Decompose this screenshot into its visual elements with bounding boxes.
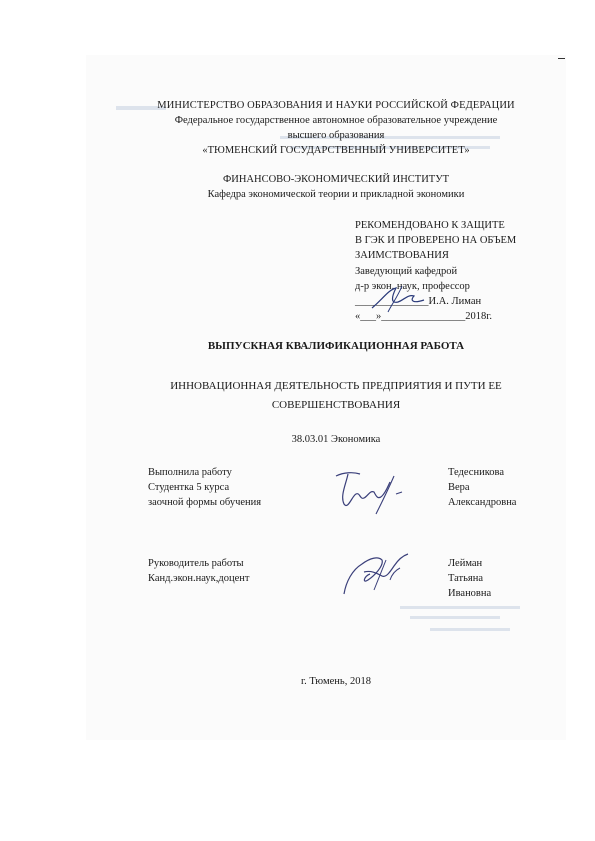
author-role-2: Студентка 5 курса xyxy=(148,482,230,493)
ministry-name: МИНИСТЕРСТВО ОБРАЗОВАНИЯ И НАУКИ РОССИЙСКОЙ ФЕДЕРАЦИИ xyxy=(157,100,515,111)
approval-head-degree: д-р экон. наук, профессор xyxy=(355,281,470,292)
approval-line-1: РЕКОМЕНДОВАНО К ЗАЩИТЕ xyxy=(355,220,505,231)
author-first-name: Вера xyxy=(448,482,470,493)
supervisor-patronymic: Ивановна xyxy=(448,588,492,599)
institute-name: ФИНАНСОВО-ЭКОНОМИЧЕСКИЙ ИНСТИТУТ xyxy=(222,174,450,185)
supervisor-signature xyxy=(334,546,414,602)
work-type: ВЫПУСКНАЯ КВАЛИФИКАЦИОННАЯ РАБОТА xyxy=(207,340,465,352)
supervisor-role-2: Канд.экон.наук,доцент xyxy=(148,573,250,584)
head-signature xyxy=(368,282,428,316)
approval-head-title: Заведующий кафедрой xyxy=(355,266,458,277)
city-year: г. Тюмень, 2018 xyxy=(301,676,371,687)
specialty: 38.03.01 Экономика xyxy=(291,434,381,445)
author-surname: Тедесникова xyxy=(448,467,504,478)
author-role-3: заочной формы обучения xyxy=(148,497,262,508)
approval-line-3: ЗАИМСТВОВАНИЯ xyxy=(355,250,449,261)
approval-date-line: «___»________________2018г. xyxy=(355,311,492,322)
supervisor-role-1: Руководитель работы xyxy=(148,558,244,569)
author-patronymic: Александровна xyxy=(448,497,517,508)
title-line-1: ИННОВАЦИОННАЯ ДЕЯТЕЛЬНОСТЬ ПРЕДПРИЯТИЯ И ПУТИ ЕЕ xyxy=(170,380,502,392)
author-role-1: Выполнила работу xyxy=(148,467,232,478)
approval-signature-line: ______________И.А. Лиман xyxy=(355,296,482,307)
title-line-2: СОВЕРШЕНСТВОВАНИЯ xyxy=(271,399,401,411)
supervisor-first-name: Татьяна xyxy=(448,573,484,584)
corner-mark xyxy=(558,58,565,59)
author-signature xyxy=(330,466,410,522)
university-name: «ТЮМЕНСКИЙ ГОСУДАРСТВЕННЫЙ УНИВЕРСИТЕТ» xyxy=(202,145,470,156)
approval-line-2: В ГЭК И ПРОВЕРЕНО НА ОБЪЕМ xyxy=(355,235,517,246)
supervisor-surname: Лейман xyxy=(448,558,483,569)
institution-line-2: высшего образования xyxy=(287,130,385,141)
department-name: Кафедра экономической теории и прикладной экономики xyxy=(207,189,465,200)
institution-line-1: Федеральное государственное автономное образовательное учреждение xyxy=(174,115,498,126)
